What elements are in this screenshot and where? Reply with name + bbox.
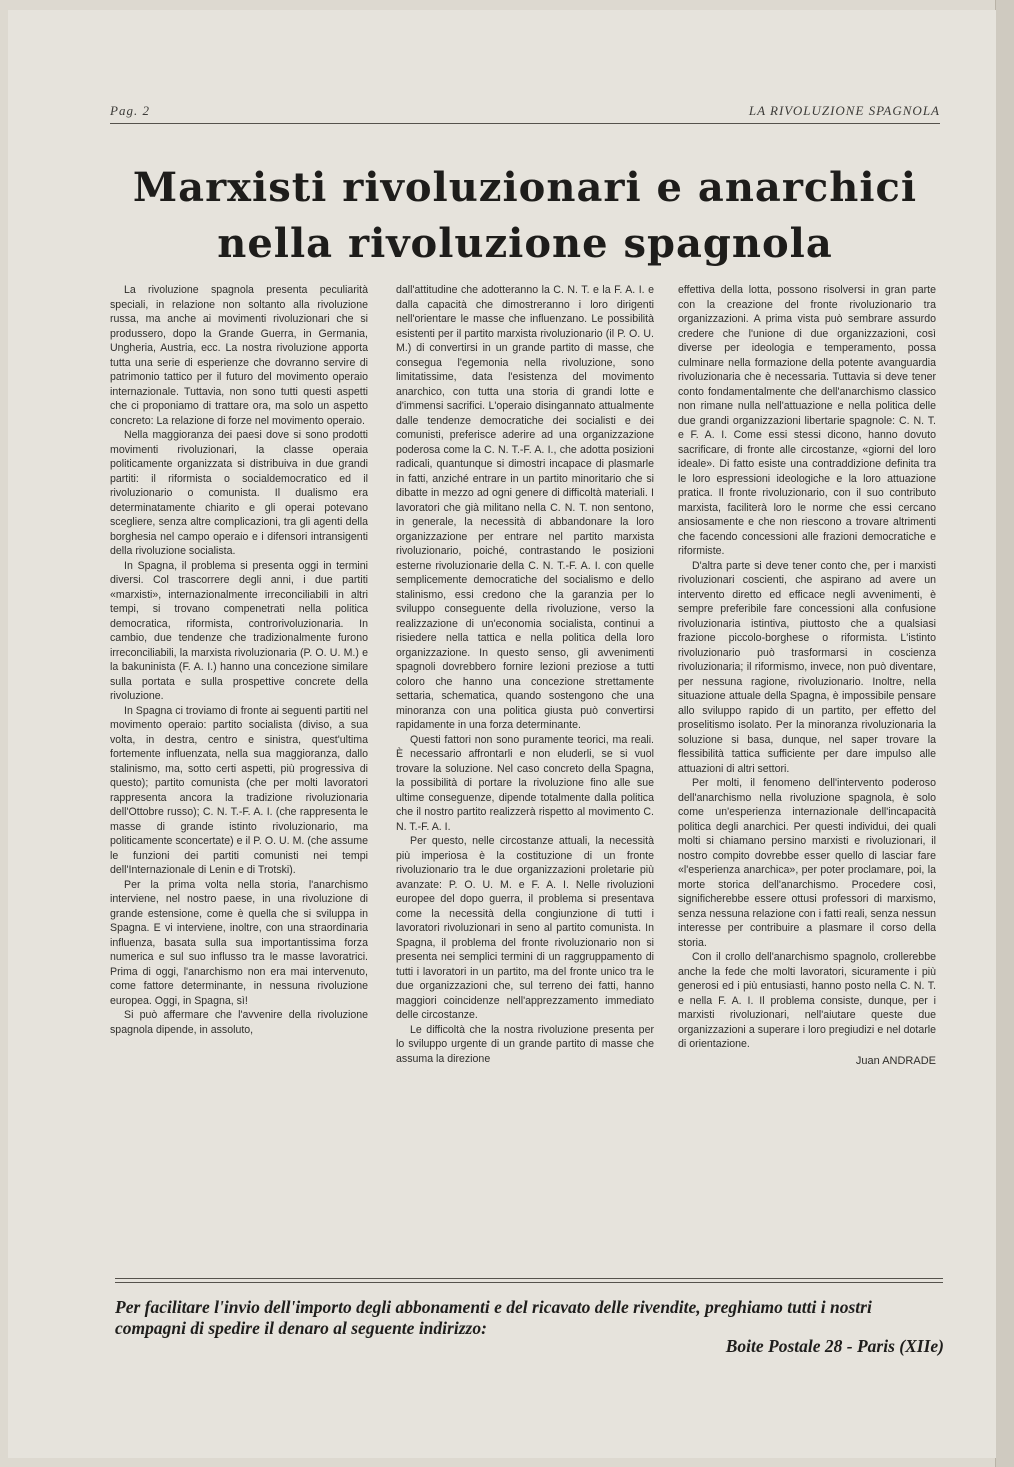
header-rule bbox=[110, 123, 940, 124]
paragraph: La rivoluzione spagnola presenta peculiarità speciali, in relazione non soltanto alla rivoluzione russa, ma anche ai movimenti rivoluzionari che si produssero, dopo la Grande Guerra, in Germania, Ungheria, Austria, ecc. La nostra rivoluzione apporta tutta una serie di esperienze che dovranno servire di patrimonio tattico per il futuro del movimento operaio internazionale. Tuttavia, non sono tutti questi aspetti che ci proponiamo di trattare ora, ma solo un aspetto concreto: La relazione di forze nel movimento operaio. bbox=[110, 284, 368, 427]
paragraph: effettiva della lotta, possono risolversi in gran parte con la creazione del fronte rivoluzionario tra organizzazioni. A prima vista può sembrare assurdo credere che l'unione di due organizzazioni, così diverse per ideologia e temperamento, possa culminare nella formazione della potente avanguardia rivoluzionaria che è necessaria. Tuttavia si deve tener conto fondamentalmente che dell'anarchismo classico non rimane nulla nell'attuazione e nella politica delle due grandi organizzazioni libertarie spagnole: C. N. T. e F. A. I. Come essi stessi dicono, hanno dovuto sacrificare, di fronte alle circostanze, «giorni del loro ideale». Di fatto esiste una contraddizione definita tra le loro espressioni ideologiche e la loro attuazione pratica. Il fronte rivoluzionario, con il suo contributo marxista, faciliterà loro le norme che essi cercano ansiosamente e che non riescono a trovare altrimenti che facendo concessioni alle frazioni democratiche e riformiste. bbox=[678, 284, 936, 557]
headline-line-2: nella rivoluzione spagnola bbox=[217, 220, 833, 267]
article-headline bbox=[100, 160, 950, 272]
article-column-2 bbox=[396, 283, 654, 1066]
paragraph: Le difficoltà che la nostra rivoluzione presenta per lo sviluppo urgente di un grande partito di masse che assuma la direzione bbox=[396, 1023, 654, 1065]
publication-title: LA RIVOLUZIONE SPAGNOLA bbox=[748, 103, 940, 118]
headline-line-1: Marxisti rivoluzionari e anarchici bbox=[132, 164, 918, 211]
subscription-notice: Per facilitare l'invio dell'importo degli abbonamenti e del ricavato delle rivendite, preghiamo tutti i nostri compagni di spedire il denaro al seguente indirizzo: bbox=[115, 1297, 872, 1338]
paragraph: Questi fattori non sono puramente teorici, ma reali. È necessario affrontarli e non eluderli, se si vuol trovare la soluzione. Nel caso concreto della Spagna, la possibilità di portare la rivoluzione fino alle sue ultime conseguenze, dipende totalmente dalla politica che il nostro partito realizzerà rispetto al movimento C. N. T.-F. A. I. bbox=[396, 733, 654, 833]
postal-address: Boite Postale 28 - Paris (XIIe) bbox=[725, 1336, 944, 1356]
paragraph: In Spagna, il problema si presenta oggi in termini diversi. Col trascorrere degli anni, i due partiti «marxisti», internazionalmente irreconciliabili in altri tempi, si trovano compenetrati nella politica democratica, riformista, controrivoluzionaria. In cambio, due tendenze che tradizionalmente furono irreconciliabili, la marxista rivoluzionaria (P. O. U. M.) e la bakuninista (F. A. I.) hanno una concezione similare sulla portata e sulla prospettive concrete della rivoluzione. bbox=[110, 559, 368, 702]
paragraph: D'altra parte si deve tener conto che, per i marxisti rivoluzionari coscienti, che aspirano ad avere un intervento diretto ed efficace negli avvenimenti, è sempre preferibile fare concessioni alla confusione rivoluzionaria istintiva, piuttosto che a qualsiasi frazione piccolo-borghese o riformista. L'istinto rivoluzionario può trasformarsi in coscienza rivoluzionaria; il riformismo, invece, non può diventare, per nessuna ragione, rivoluzionario. Inoltre, nella situazione attuale della Spagna, è impossibile pensare allo sviluppo rapido di un partito, per effetto del proselitismo isolato. Per la minoranza rivoluzionaria la soluzione si basa, dunque, nel saper trovare la flessibilità tattica sufficiente per dare impulso alle attuazioni di altri settori. bbox=[678, 559, 936, 775]
paragraph: Per questo, nelle circostanze attuali, la necessità più imperiosa è la costituzione di un fronte rivoluzionario tra le due organizzazioni proletarie più avanzate: P. O. U. M. e F. A. I. Nelle rivoluzioni europee del dopo guerra, il problema si presentava come la necessità della congiunzione di tutti i lavoratori rivoluzionari in seno al partito comunista. In Spagna, il problema del fronte rivoluzionario non si presenta nei semplici termini di un raggruppamento di tutti i lavoratori in un partito, ma del fronte unico tra le due organizzazioni che, sul terreno dei fatti, hanno maggiori coincidenze nell'apprezzamento immediato delle circostanze. bbox=[396, 835, 654, 1021]
paragraph: Per molti, il fenomeno dell'intervento poderoso dell'anarchismo nella rivoluzione spagnola, è solo come un'esperienza internazionale dell'incapacità politica degli anarchici. Per questi individui, dei quali molti si chiamano persino marxisti e rivoluzionari, il nostro compito dovrebbe esser quello di lasciar fare «l'esperienza anarchica», per poter proclamare, poi, la morte storica dell'anarchismo. Procedere così, significherebbe essere ottusi professori di marxismo, senza nessuna relazione con i fatti reali, senza nessun interesse per contribuire a plasmare il corso della storia. bbox=[678, 777, 936, 949]
paragraph: In Spagna ci troviamo di fronte ai seguenti partiti nel movimento operaio: partito socialista (diviso, a sua volta, in destra, centro e sinistra, quest'ultima fortemente influenzata, nella sua maggioranza, dallo stalinismo, ma, sotto certi aspetti, più progressiva di questo); partito comunista (che per molti lavoratori rappresenta ancora la tradizione rivoluzionaria dell'Ottobre russo); C. N. T.-F. A. I. (che rappresenta le masse di grande istinto rivoluzionario, ma politicamente sconcertate) e il P. O. U. M. (che assume le funzioni dei partiti comunisti nei tempi dell'Internazionale di Lenin e di Trotski). bbox=[110, 704, 368, 876]
notice-rule-top bbox=[115, 1278, 943, 1279]
paragraph: Nella maggioranza dei paesi dove si sono prodotti movimenti rivoluzionari, la classe operaia politicamente organizzata si distribuiva in due grandi partiti: il riformista o socialdemocratico ed il rivoluzionario o comunista. Il dualismo era determinatamente chiarito e gli operai potevano scegliere, senza altre complicazioni, tra gli agenti della borghesia nel campo operaio e i difensori intransigenti della rivoluzione socialista. bbox=[110, 429, 368, 557]
article-column-1 bbox=[110, 283, 368, 1037]
page-header bbox=[110, 103, 940, 123]
paragraph: Si può affermare che l'avvenire della rivoluzione spagnola dipende, in assoluto, bbox=[110, 1009, 368, 1036]
page-number: Pag. 2 bbox=[110, 103, 150, 118]
article-column-3 bbox=[678, 283, 936, 1068]
paragraph: Per la prima volta nella storia, l'anarchismo interviene, nel nostro paese, in una rivoluzione di grande estensione, come è quella che si sviluppa in Spagna. E vi interviene, inoltre, con una straordinaria influenza, basata sulla sua importantissima forza numerica e sul suo influsso tra le masse lavoratrici. Prima di oggi, l'anarchismo non era mai intervenuto, come fattore determinante, in nessuna rivoluzione europea. Oggi, in Spagna, sì! bbox=[110, 878, 368, 1007]
page-edge bbox=[995, 0, 1014, 1467]
notice-rule-bottom bbox=[115, 1282, 943, 1283]
paragraph: dall'attitudine che adotteranno la C. N. T. e la F. A. I. e dalla capacità che dimostreranno i loro dirigenti nell'orientare le masse che influenzano. Le possibilità esistenti per il partito marxista rivoluzionario (il P. O. U. M.) di convertirsi in un grande partito di masse, che consegua l'egemonia nella rivoluzione, sono limitatissime, data l'esistenza del movimento anarchico, con tutta una storia di grandi lotte e d'immensi sacrifici. L'operaio disingannato attualmente dalle tendenze democratiche dei socialisti e dei comunisti, preferisce aderire ad una organizzazione poderosa come la C. N. T.-F. A. I., che adotta posizioni radicali, quantunque si dimostri incapace di plasmarle in fatti, anziché entrare in un partito minoritario che si dibatte in mezzo ad ogni genere di difficoltà materiali. I lavoratori che già militano nella C. N. T. non sentono, in generale, la necessità di abbandonare la loro organizzazione per entrare nel partito marxista rivoluzionario, poiché, contrastando le posizioni esterne rivoluzionarie della C. N. T.-F. A. I. con quelle semplicemente democratiche del socialismo e dello stalinismo, essi credono che la garanzia per lo sviluppo conseguente della rivoluzione, verso la realizzazione di un'economia socialista, continui a risiedere nella tattica e nella politica della loro organizzazione. In questo senso, gli avvenimenti spagnoli dovrebbero fornire lezioni preziose a tutti coloro che hanno una concezione strettamente settaria, schematica, quando sostengono che una minoranza con una politica giusta può convertirsi rapidamente in una forza determinante. bbox=[396, 284, 654, 731]
author-signature: Juan ANDRADE bbox=[855, 1054, 936, 1067]
paragraph: Con il crollo dell'anarchismo spagnolo, crollerebbe anche la fede che molti lavoratori, sicuramente i più generosi ed i più entusiasti, hanno posto nella C. N. T. e nella F. A. I. Il problema consiste, dunque, per i marxisti rivoluzionari, nell'aiutare queste due organizzazioni a superare i loro pregiudizi e nel dotarle di orientazione. bbox=[678, 951, 936, 1050]
